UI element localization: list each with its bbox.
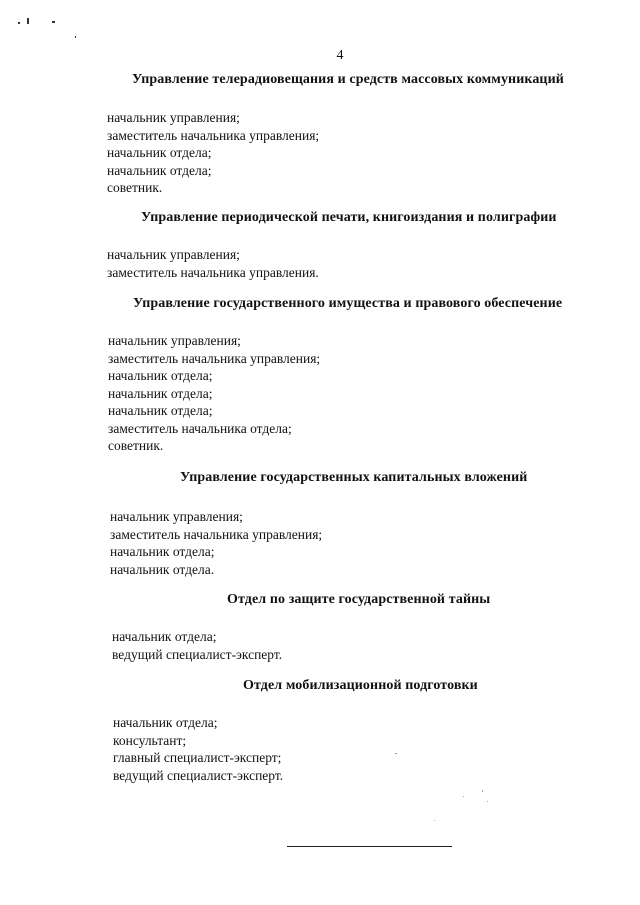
list-item: начальник отдела. bbox=[110, 561, 215, 577]
position-list bbox=[112, 628, 282, 663]
scan-mark bbox=[463, 796, 464, 797]
list-item: начальник отдела; bbox=[112, 629, 217, 644]
list-item: советник. bbox=[108, 438, 164, 453]
list-item: заместитель начальника управления; bbox=[110, 526, 323, 542]
scan-mark bbox=[27, 18, 29, 24]
position-list bbox=[107, 246, 319, 281]
scan-mark bbox=[395, 753, 397, 754]
position-list bbox=[110, 508, 322, 578]
list-item: заместитель начальника управления; bbox=[107, 127, 320, 143]
list-item: начальник отдела; bbox=[108, 385, 213, 401]
list-item: начальник управления; bbox=[108, 333, 241, 348]
scan-mark bbox=[482, 790, 483, 792]
section-title: Управление государственных капитальных вложений bbox=[180, 470, 528, 485]
list-item: начальник отдела; bbox=[108, 368, 213, 383]
scan-mark bbox=[18, 22, 20, 24]
page-number: 4 bbox=[336, 48, 344, 63]
section-mobilization bbox=[243, 678, 478, 694]
section-property bbox=[133, 296, 562, 312]
section-teleradio bbox=[132, 72, 564, 88]
scan-mark bbox=[434, 820, 435, 821]
list-item: начальник отдела; bbox=[110, 544, 215, 559]
list-item: начальник отдела; bbox=[107, 162, 212, 178]
list-item: начальник управления; bbox=[107, 110, 240, 125]
section-periodical bbox=[141, 210, 557, 226]
section-state-secret bbox=[227, 592, 490, 608]
list-item: ведущий специалист-эксперт. bbox=[112, 646, 283, 662]
scan-mark bbox=[487, 801, 488, 802]
scan-mark bbox=[75, 36, 76, 38]
list-item: начальник отдела; bbox=[108, 403, 213, 418]
signature-line bbox=[287, 846, 452, 847]
list-item: заместитель начальника отдела; bbox=[108, 420, 292, 436]
list-item: консультант; bbox=[113, 732, 187, 748]
section-title: Управление телерадиовещания и средств массовых коммуникаций bbox=[132, 72, 564, 87]
section-title: Отдел по защите государственной тайны bbox=[227, 592, 491, 607]
list-item: советник. bbox=[107, 180, 163, 195]
list-item: заместитель начальника управления; bbox=[108, 350, 321, 366]
list-item: главный специалист-эксперт; bbox=[113, 750, 282, 765]
section-title: Управление государственного имущества и правового обеспечение bbox=[133, 296, 563, 311]
list-item: начальник управления; bbox=[107, 247, 240, 262]
list-item: начальник управления; bbox=[110, 509, 243, 524]
position-list bbox=[113, 714, 283, 784]
position-list bbox=[107, 109, 319, 197]
section-capital-investment bbox=[180, 470, 527, 486]
section-title: Отдел мобилизационной подготовки bbox=[243, 678, 478, 693]
list-item: заместитель начальника управления. bbox=[107, 264, 319, 280]
position-list bbox=[108, 332, 320, 455]
scan-mark bbox=[52, 21, 55, 23]
list-item: ведущий специалист-эксперт. bbox=[113, 767, 284, 783]
list-item: начальник отдела; bbox=[107, 145, 212, 160]
list-item: начальник отдела; bbox=[113, 715, 218, 730]
section-title: Управление периодической печати, книгоиздания и полиграфии bbox=[141, 210, 557, 225]
